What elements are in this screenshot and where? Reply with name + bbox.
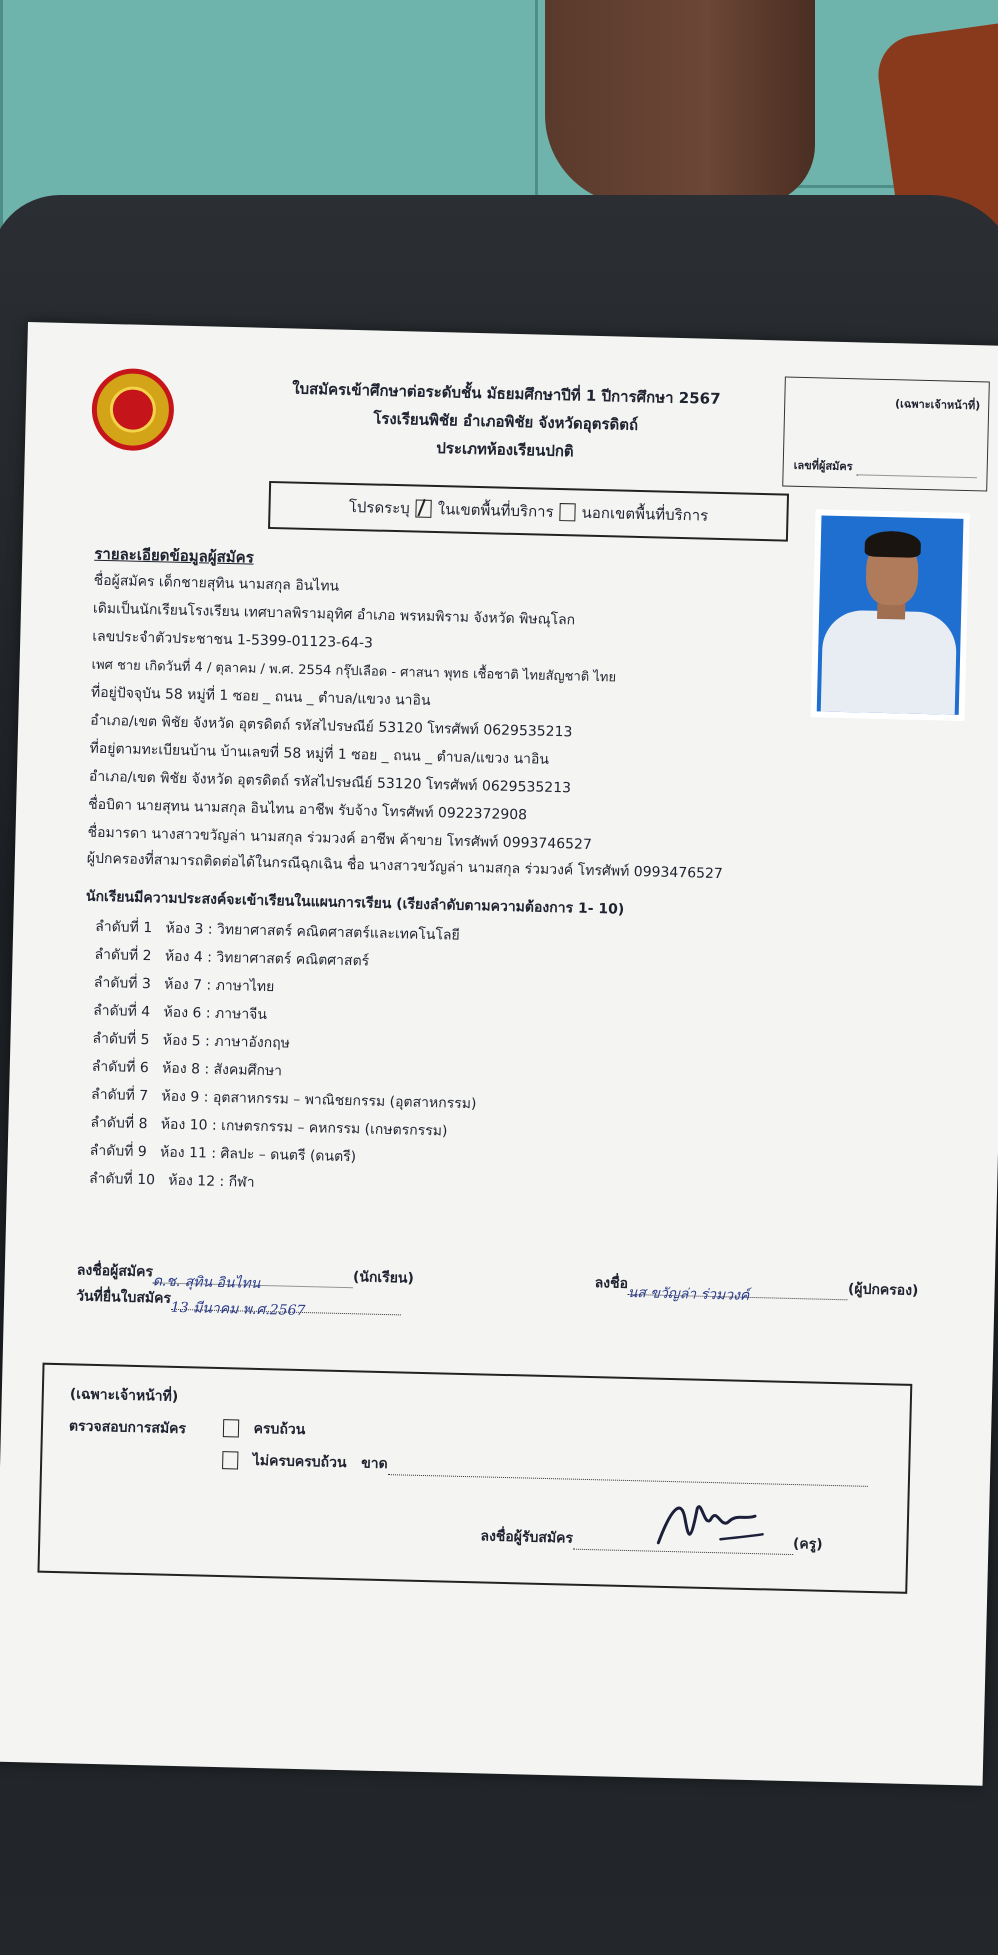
form-title: ใบสมัครเข้าศึกษาต่อระดับชั้น มัธยมศึกษาปีที่ 1 ปีการศึกษา 2567: [292, 379, 721, 408]
guardian-role: (ผู้ปกครอง): [847, 1281, 919, 1300]
citizen-id-line: เลขประจำตัวประชาชน 1-5399-01123-64-3: [92, 628, 374, 652]
incomplete-label: ไม่ครบครบถ้วน: [252, 1452, 347, 1472]
preference-item: ลำดับที่ 8 ห้อง 10 : เกษตรกรรม – คหกรรม (เกษตรกรรม): [90, 1114, 448, 1140]
current-address-line2: อำเภอ/เขต พิชัย จังหวัด อุตรดิตถ์ รหัสไปรษณีย์ 53120 โทรศัพท์ 0629535213: [90, 712, 573, 741]
floor-tile-line: [535, 0, 538, 200]
receiver-signature-mark: [650, 1488, 772, 1561]
applicant-signature-row: [76, 1259, 415, 1292]
father-line: ชื่อบิดา นายสุทน นามสกุล อินไทน อาชีพ รับจ้าง โทรศัพท์ 0922372908: [88, 796, 528, 824]
preference-item: ลำดับที่ 10 ห้อง 12 : กีฬา: [88, 1170, 255, 1191]
room-type: ประเภทห้องเรียนปกติ: [436, 439, 574, 461]
complete-label: ครบถ้วน: [253, 1420, 306, 1439]
guardian-sign-label: ลงชื่อ: [594, 1275, 629, 1292]
former-school-line: เดิมเป็นนักเรียนโรงเรียน เทศบาลพิรามอุทิศ อำเภอ พรหมพิราม จังหวัด พิษณุโลก: [92, 600, 576, 629]
birth-info-line: เพศ ชาย เกิดวันที่ 4 / ตุลาคม / พ.ศ. 2554 กรุ๊ปเลือด - ศาสนา พุทธ เชื้อชาติ ไทยสัญชาติ ไทย: [91, 657, 617, 686]
date-label: วันที่ยื่นใบสมัคร: [76, 1288, 172, 1307]
guardian-signature[interactable]: นส ขวัญล่า ร่วมวงค์: [628, 1282, 848, 1300]
applicant-name-line: ชื่อผู้สมัคร เด็กชายสุทิน นามสกุล อินไทน: [93, 572, 340, 595]
mother-line: ชื่อมารดา นางสาวขวัญล่า นามสกุล ร่วมวงค์ อาชีพ ค้าขาย โทรศัพท์ 0993746527: [87, 824, 593, 853]
staff-section: [37, 1363, 912, 1594]
registered-address-line2: อำเภอ/เขต พิชัย จังหวัด อุตรดิตถ์ รหัสไปรษณีย์ 53120 โทรศัพท์ 0629535213: [88, 768, 572, 797]
preference-item: ลำดับที่ 7 ห้อง 9 : อุตสาหกรรม – พาณิชยกรรม (อุตสาหกรรม): [90, 1086, 477, 1113]
submission-date[interactable]: 13 มีนาคม พ.ศ.2567: [171, 1297, 401, 1316]
choice-prompt: โปรดระบุ: [348, 497, 411, 518]
incomplete-checkbox[interactable]: [222, 1451, 238, 1469]
missing-label: ขาด: [360, 1455, 388, 1473]
floor-tile-line: [0, 0, 3, 260]
incomplete-row: [222, 1449, 868, 1487]
preference-item: ลำดับที่ 1 ห้อง 3 : วิทยาศาสตร์ คณิตศาสตร์และเทคโนโลยี: [95, 918, 460, 944]
preference-item: ลำดับที่ 2 ห้อง 4 : วิทยาศาสตร์ คณิตศาสตร์: [94, 946, 370, 970]
current-address-line1: ที่อยู่ปัจจุบัน 58 หมู่ที่ 1 ซอย _ ถนน _ ตำบล/แขวง นาอิน: [90, 684, 431, 709]
applicant-signature[interactable]: ด.ช. สุทิน อินไทน: [153, 1270, 353, 1288]
guardian-line: ผู้ปกครองที่สามารถติดต่อได้ในกรณีฉุกเฉิน ชื่อ นางสาวขวัญล่า นามสกุล ร่วมวงค์ โทรศัพท์ 0993476527: [86, 850, 724, 883]
preference-item: ลำดับที่ 4 ห้อง 6 : ภาษาจีน: [92, 1002, 268, 1024]
school-name: โรงเรียนพิชัย อำเภอพิชัย จังหวัดอุตรดิตถ์: [373, 409, 639, 434]
submission-date-row: [76, 1285, 401, 1320]
preference-item: ลำดับที่ 6 ห้อง 8 : สังคมศึกษา: [91, 1058, 283, 1080]
complete-checkbox[interactable]: [223, 1419, 239, 1437]
missing-field[interactable]: [387, 1462, 867, 1487]
applicant-photo: [811, 509, 970, 721]
receiver-role: (ครู): [792, 1536, 823, 1553]
complete-row: [223, 1417, 306, 1441]
applicant-sign-label: ลงชื่อผู้สมัคร: [76, 1262, 154, 1281]
preference-item: ลำดับที่ 9 ห้อง 11 : ศิลปะ – ดนตรี (ดนตรี): [89, 1142, 357, 1166]
in-area-checkbox[interactable]: [416, 500, 432, 518]
receiver-label: ลงชื่อผู้รับสมัคร: [480, 1528, 574, 1547]
out-area-label: นอกเขตพื้นที่บริการ: [581, 503, 709, 525]
office-use-label: (เฉพาะเจ้าหน้าที่): [894, 397, 981, 413]
application-form: [0, 322, 998, 1786]
in-area-label: ในเขตพื้นที่บริการ: [437, 500, 554, 521]
guardian-signature-row: [594, 1272, 918, 1302]
out-area-checkbox[interactable]: [559, 503, 575, 521]
person-arm: [545, 0, 815, 205]
preference-item: ลำดับที่ 3 ห้อง 7 : ภาษาไทย: [93, 974, 275, 996]
preference-item: ลำดับที่ 5 ห้อง 5 : ภาษาอังกฤษ: [92, 1030, 291, 1052]
service-area-choice: [268, 481, 789, 542]
applicant-section-title: รายละเอียดข้อมูลผู้สมัคร: [94, 544, 254, 567]
preferences-title: นักเรียนมีความประสงค์จะเข้าเรียนในแผนการเรียน (เรียงลำดับตามความต้องการ 1- 10): [85, 888, 625, 918]
staff-section-title: (เฉพาะเจ้าหน้าที่): [69, 1386, 179, 1405]
applicant-no-label: เลขที่ผู้สมัคร: [793, 458, 853, 474]
office-use-box: [782, 377, 990, 492]
applicant-role: (นักเรียน): [352, 1269, 415, 1287]
applicant-no-field[interactable]: [856, 462, 976, 478]
registered-address-line1: ที่อยู่ตามทะเบียนบ้าน บ้านเลขที่ 58 หมู่ที่ 1 ซอย _ ถนน _ ตำบล/แขวง นาอิน: [89, 740, 550, 768]
check-label: ตรวจสอบการสมัคร: [68, 1418, 187, 1438]
school-logo: [91, 368, 175, 452]
